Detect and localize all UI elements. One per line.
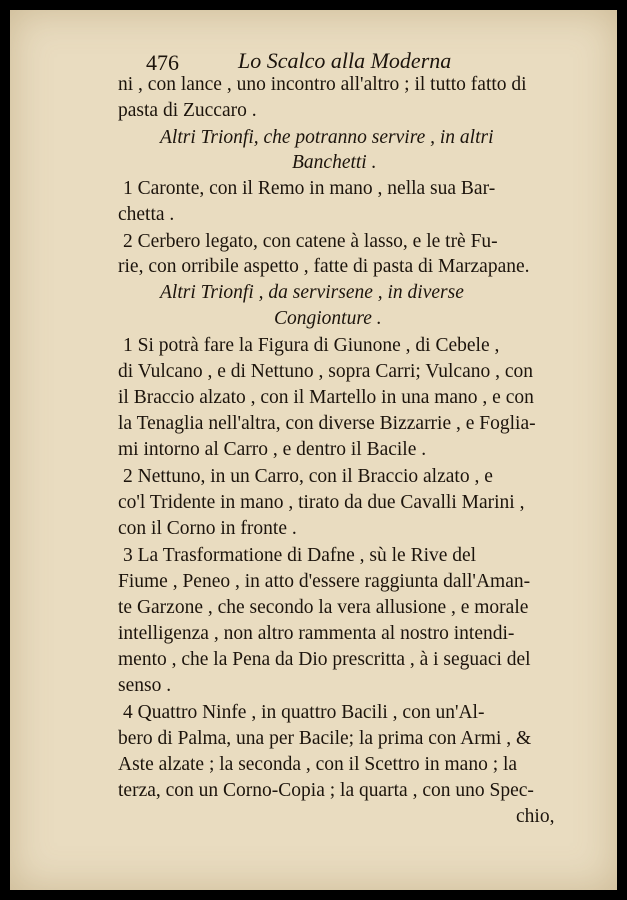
text-line: con il Corno in fronte .: [118, 518, 297, 539]
text-line: bero di Palma, una per Bacile; la prima con Armi , &: [118, 728, 532, 749]
page-number: 476: [146, 50, 179, 75]
text-line: 2 Cerbero legato, con catene à lasso, e le trè Fu-: [123, 231, 498, 252]
text-line: co'l Tridente in mano , tirato da due Cavalli Marini ,: [118, 492, 525, 513]
text-line: il Braccio alzato , con il Martello in una mano , e con: [118, 387, 534, 408]
text-line: la Tenaglia nell'altra, con diverse Bizzarrie , e Foglia-: [118, 413, 536, 434]
text-line: mi intorno al Carro , e dentro il Bacile .: [118, 439, 427, 460]
text-line: di Vulcano , e di Nettuno , sopra Carri; Vulcano , con: [118, 361, 534, 382]
text-line: mento , che la Pena da Dio prescritta , à i seguaci del: [118, 649, 531, 670]
text-line: terza, con un Corno-Copia ; la quarta , con uno Spec-: [118, 780, 534, 801]
running-head: Lo Scalco alla Moderna: [238, 48, 452, 73]
text-line: 3 La Trasformatione di Dafne , sù le Rive del: [123, 545, 477, 566]
text-line: senso .: [118, 675, 172, 696]
text-line: 4 Quattro Ninfe , in quattro Bacili , con un'Al-: [123, 702, 485, 723]
text-line: pasta di Zuccaro .: [118, 100, 257, 121]
text-line: 2 Nettuno, in un Carro, con il Braccio alzato , e: [123, 466, 493, 487]
section-heading: Altri Trionfi , da servirsene , in diverse: [160, 282, 464, 303]
text-line: te Garzone , che secondo la vera allusione , e morale: [118, 597, 529, 618]
text-line: rie, con orribile aspetto , fatte di pasta di Marzapane.: [118, 256, 530, 277]
book-page: [10, 10, 617, 890]
catchword: chio,: [516, 806, 555, 827]
text-line: 1 Caronte, con il Remo in mano , nella sua Bar-: [123, 178, 496, 199]
section-heading: Congionture .: [274, 308, 382, 329]
text-line: Aste alzate ; la seconda , con il Scettro in mano ; la: [118, 754, 518, 775]
text-line: ni , con lance , uno incontro all'altro ; il tutto fatto di: [118, 74, 527, 95]
text-line: intelligenza , non altro rammenta al nostro intendi-: [118, 623, 515, 644]
section-heading: Banchetti .: [292, 152, 377, 173]
text-line: Fiume , Peneo , in atto d'essere raggiunta dall'Aman-: [118, 571, 531, 592]
text-line: chetta .: [118, 204, 175, 225]
section-heading: Altri Trionfi, che potranno servire , in altri: [160, 127, 494, 148]
text-line: 1 Si potrà fare la Figura di Giunone , di Cebele ,: [123, 335, 500, 356]
